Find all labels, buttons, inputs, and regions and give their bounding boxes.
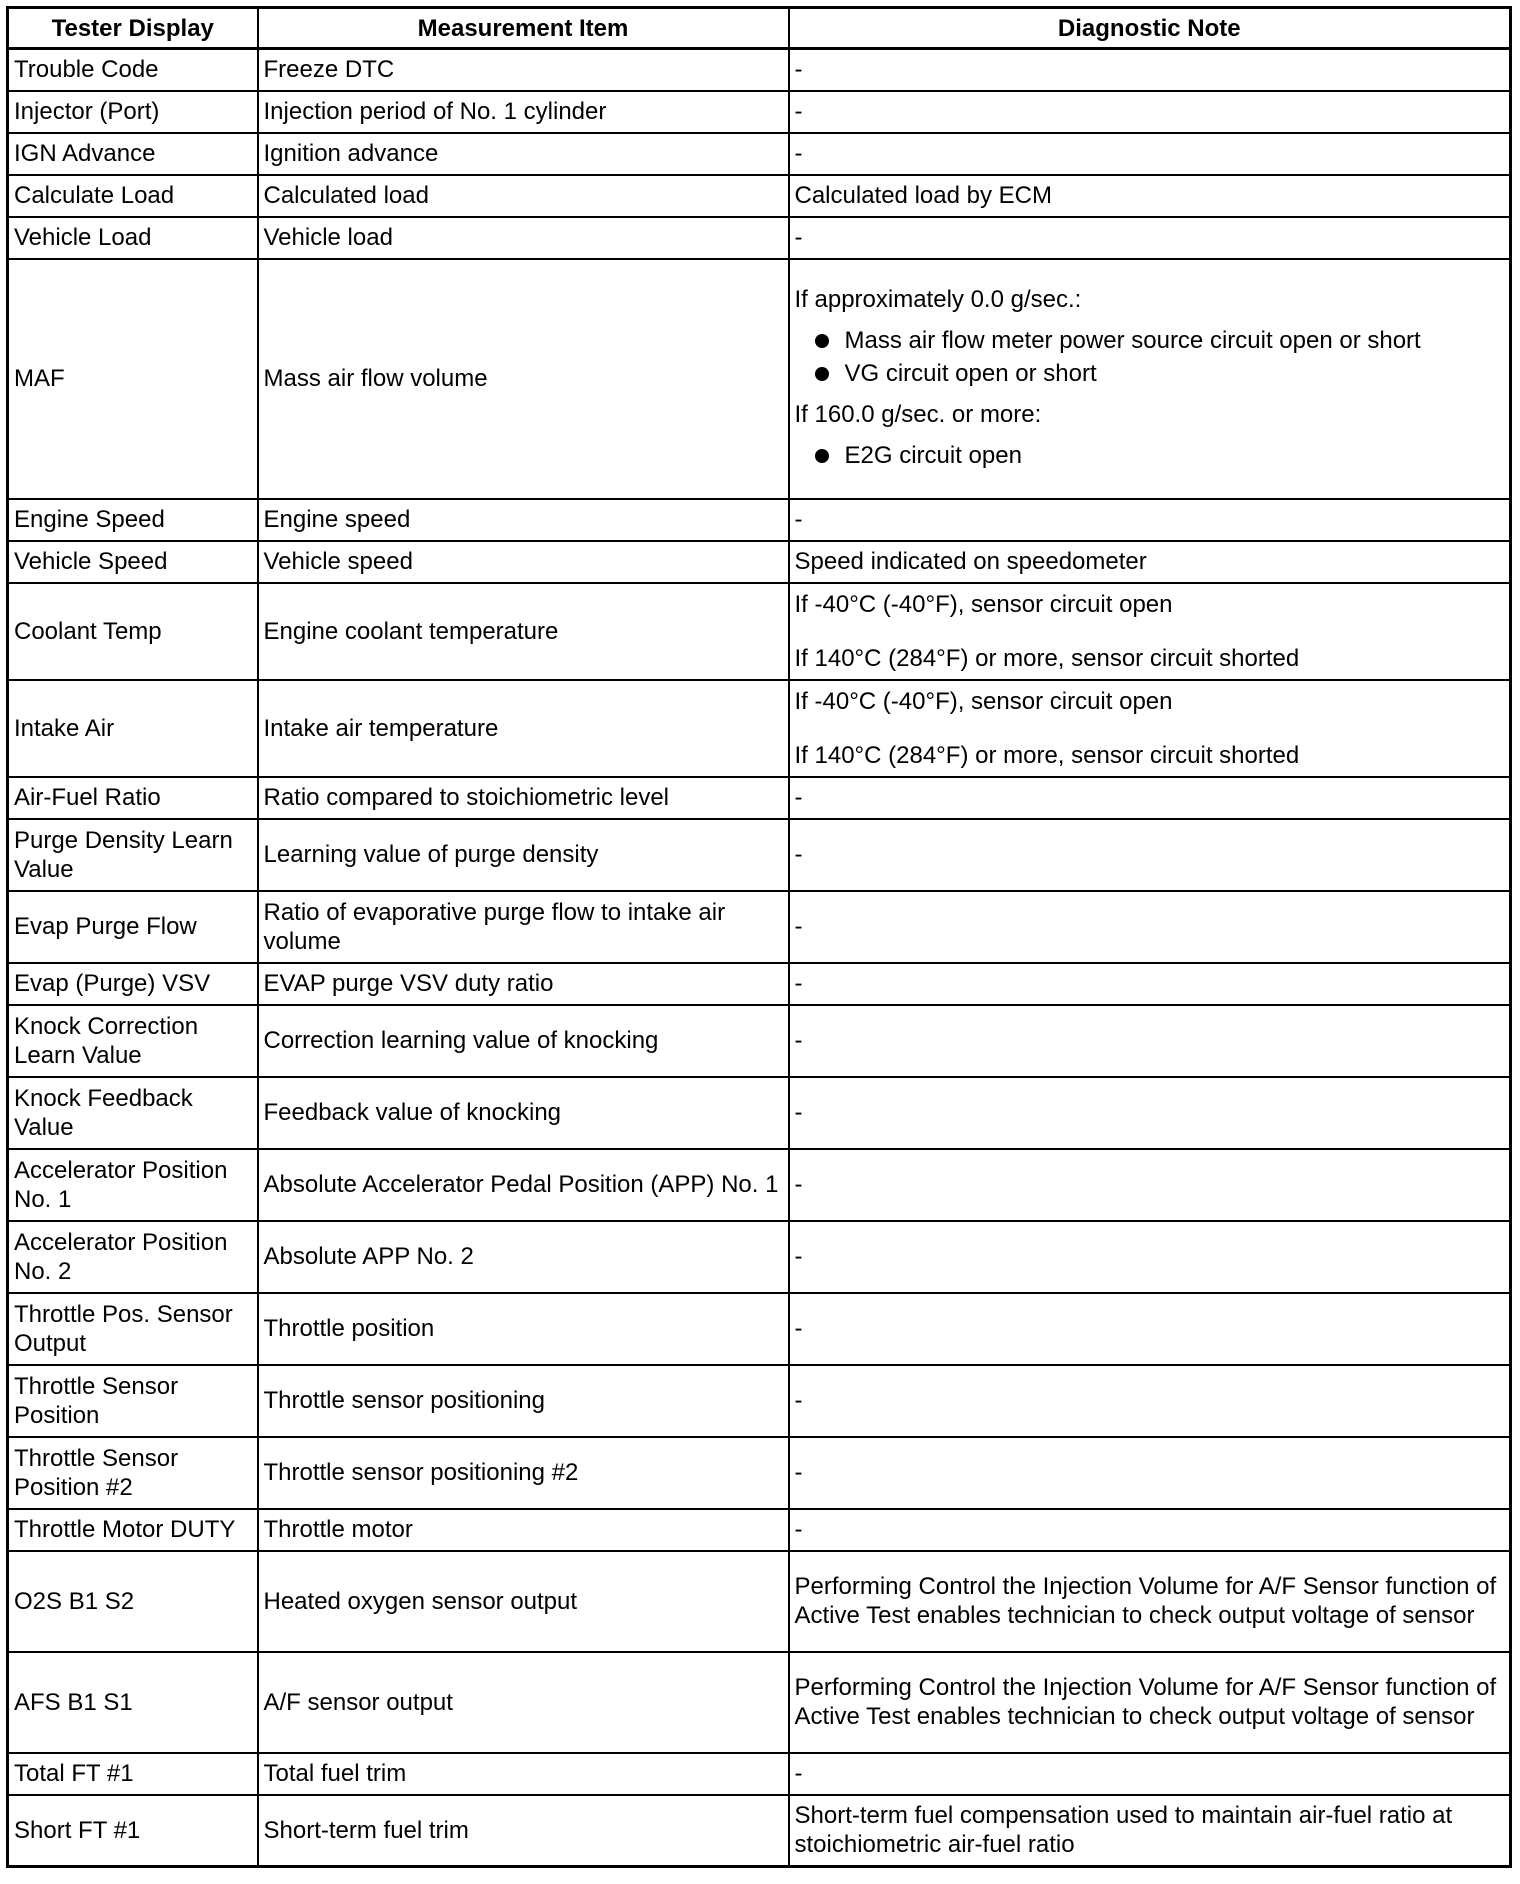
diagnostic-note-cell: -: [789, 133, 1511, 175]
tester-display-cell: Evap Purge Flow: [8, 891, 258, 963]
tester-display-cell: Throttle Sensor Position: [8, 1365, 258, 1437]
table-row: [8, 541, 1511, 583]
diagnostic-note-cell: Short-term fuel compensation used to maintain air-fuel ratio at stoichiometric air-fuel ratio: [789, 1795, 1511, 1867]
tester-display-cell: AFS B1 S1: [8, 1652, 258, 1753]
diagnostic-note-cell: Calculated load by ECM: [789, 175, 1511, 217]
bullet-icon: [815, 449, 829, 463]
diagnostic-note-cell: -: [789, 1753, 1511, 1795]
measurement-item-cell: Vehicle load: [258, 217, 789, 259]
measurement-item-cell: Intake air temperature: [258, 680, 789, 777]
diagnostic-note-cell: -: [789, 1437, 1511, 1509]
bullet-icon: [815, 367, 829, 381]
short-circuit-note: If 140°C (284°F) or more, sensor circuit shorted: [794, 741, 1300, 769]
table-row: [8, 49, 1511, 91]
tester-display-cell: Purge Density Learn Value: [8, 819, 258, 891]
data-list-table-container: [6, 6, 1512, 1868]
diagnostic-note-cell: [789, 259, 1511, 499]
bullet-icon: [815, 334, 829, 348]
tester-display-cell: Evap (Purge) VSV: [8, 963, 258, 1005]
diagnostic-note-cell: -: [789, 1005, 1511, 1077]
table-row: [8, 963, 1511, 1005]
measurement-item-cell: Vehicle speed: [258, 541, 789, 583]
maf-low-bullet-list: [795, 324, 1505, 390]
list-item: E2G circuit open: [795, 439, 1505, 472]
measurement-item-cell: Total fuel trim: [258, 1753, 789, 1795]
table-row: [8, 891, 1511, 963]
table-row: [8, 133, 1511, 175]
table-row: [8, 1753, 1511, 1795]
table-row: [8, 583, 1511, 680]
measurement-item-cell: Throttle position: [258, 1293, 789, 1365]
measurement-item-cell: Ratio of evaporative purge flow to intake air volume: [258, 891, 789, 963]
maf-high-bullet-list: [795, 439, 1505, 472]
measurement-item-cell: Freeze DTC: [258, 49, 789, 91]
tester-display-cell: Total FT #1: [8, 1753, 258, 1795]
data-list-table: [6, 6, 1512, 1868]
table-row: [8, 1221, 1511, 1293]
tester-display-cell: Calculate Load: [8, 175, 258, 217]
diagnostic-note-cell: -: [789, 891, 1511, 963]
measurement-item-cell: Mass air flow volume: [258, 259, 789, 499]
table-row: [8, 1005, 1511, 1077]
diagnostic-note-cell: Speed indicated on speedometer: [789, 541, 1511, 583]
table-row-maf: [8, 259, 1511, 499]
measurement-item-cell: Feedback value of knocking: [258, 1077, 789, 1149]
table-row: [8, 217, 1511, 259]
maf-high-condition: If 160.0 g/sec. or more:: [794, 401, 1042, 428]
tester-display-cell: O2S B1 S2: [8, 1551, 258, 1652]
measurement-item-cell: Absolute APP No. 2: [258, 1221, 789, 1293]
table-row: [8, 1077, 1511, 1149]
measurement-item-cell: Calculated load: [258, 175, 789, 217]
table-row: [8, 777, 1511, 819]
diagnostic-note-cell: -: [789, 963, 1511, 1005]
measurement-item-cell: Injection period of No. 1 cylinder: [258, 91, 789, 133]
diagnostic-note-cell: -: [789, 1077, 1511, 1149]
table-row: [8, 819, 1511, 891]
diagnostic-note-cell: -: [789, 49, 1511, 91]
list-item: VG circuit open or short: [795, 357, 1505, 390]
diagnostic-note-cell: -: [789, 1293, 1511, 1365]
table-row: [8, 1795, 1511, 1867]
diagnostic-note-cell: -: [789, 1149, 1511, 1221]
measurement-item-cell: Learning value of purge density: [258, 819, 789, 891]
diagnostic-note-cell: -: [789, 1509, 1511, 1551]
tester-display-cell: Knock Feedback Value: [8, 1077, 258, 1149]
tester-display-cell: IGN Advance: [8, 133, 258, 175]
tester-display-cell: Accelerator Position No. 2: [8, 1221, 258, 1293]
measurement-item-cell: Correction learning value of knocking: [258, 1005, 789, 1077]
table-row: [8, 1509, 1511, 1551]
diagnostic-note-cell: -: [789, 499, 1511, 541]
tester-display-cell: Throttle Motor DUTY: [8, 1509, 258, 1551]
tester-display-cell: Engine Speed: [8, 499, 258, 541]
table-row: [8, 1293, 1511, 1365]
tester-display-cell: Coolant Temp: [8, 583, 258, 680]
tester-display-cell: Injector (Port): [8, 91, 258, 133]
measurement-item-cell: Throttle motor: [258, 1509, 789, 1551]
diagnostic-note-cell: -: [789, 217, 1511, 259]
diagnostic-note-cell: [789, 583, 1511, 680]
table-row: [8, 91, 1511, 133]
table-row: [8, 175, 1511, 217]
maf-low-condition: If approximately 0.0 g/sec.:: [794, 286, 1082, 313]
diagnostic-note-cell: -: [789, 1365, 1511, 1437]
table-row: [8, 1437, 1511, 1509]
table-row: [8, 1551, 1511, 1652]
diagnostic-note-cell: -: [789, 91, 1511, 133]
tester-display-cell: Throttle Pos. Sensor Output: [8, 1293, 258, 1365]
list-item: Mass air flow meter power source circuit open or short: [795, 324, 1505, 357]
table-row: [8, 1652, 1511, 1753]
diagnostic-note-cell: -: [789, 777, 1511, 819]
tester-display-cell: Vehicle Speed: [8, 541, 258, 583]
measurement-item-cell: A/F sensor output: [258, 1652, 789, 1753]
header-diagnostic-note: Diagnostic Note: [789, 8, 1511, 49]
short-circuit-note: If 140°C (284°F) or more, sensor circuit shorted: [794, 644, 1300, 672]
measurement-item-cell: Ignition advance: [258, 133, 789, 175]
tester-display-cell: Short FT #1: [8, 1795, 258, 1867]
measurement-item-cell: EVAP purge VSV duty ratio: [258, 963, 789, 1005]
tester-display-cell: Intake Air: [8, 680, 258, 777]
measurement-item-cell: Ratio compared to stoichiometric level: [258, 777, 789, 819]
open-circuit-note: If -40°C (-40°F), sensor circuit open: [794, 590, 1173, 618]
header-tester-display: Tester Display: [8, 8, 258, 49]
header-measurement-item: Measurement Item: [258, 8, 789, 49]
diagnostic-note-cell: Performing Control the Injection Volume for A/F Sensor function of Active Test enables technician to check output voltage of sensor: [789, 1652, 1511, 1753]
measurement-item-cell: Throttle sensor positioning #2: [258, 1437, 789, 1509]
diagnostic-note-cell: Performing Control the Injection Volume for A/F Sensor function of Active Test enables technician to check output voltage of sensor: [789, 1551, 1511, 1652]
measurement-item-cell: Engine coolant temperature: [258, 583, 789, 680]
diagnostic-note-cell: -: [789, 819, 1511, 891]
tester-display-cell: MAF: [8, 259, 258, 499]
table-row: [8, 1149, 1511, 1221]
measurement-item-cell: Heated oxygen sensor output: [258, 1551, 789, 1652]
open-circuit-note: If -40°C (-40°F), sensor circuit open: [794, 687, 1173, 715]
table-row: [8, 499, 1511, 541]
table-row: [8, 680, 1511, 777]
tester-display-cell: Accelerator Position No. 1: [8, 1149, 258, 1221]
tester-display-cell: Throttle Sensor Position #2: [8, 1437, 258, 1509]
measurement-item-cell: Throttle sensor positioning: [258, 1365, 789, 1437]
header-row: [8, 8, 1511, 49]
measurement-item-cell: Engine speed: [258, 499, 789, 541]
measurement-item-cell: Absolute Accelerator Pedal Position (APP) No. 1: [258, 1149, 789, 1221]
diagnostic-note-cell: [789, 680, 1511, 777]
measurement-item-cell: Short-term fuel trim: [258, 1795, 789, 1867]
table-row: [8, 1365, 1511, 1437]
tester-display-cell: Vehicle Load: [8, 217, 258, 259]
tester-display-cell: Knock Correction Learn Value: [8, 1005, 258, 1077]
tester-display-cell: Trouble Code: [8, 49, 258, 91]
tester-display-cell: Air-Fuel Ratio: [8, 777, 258, 819]
diagnostic-note-cell: -: [789, 1221, 1511, 1293]
